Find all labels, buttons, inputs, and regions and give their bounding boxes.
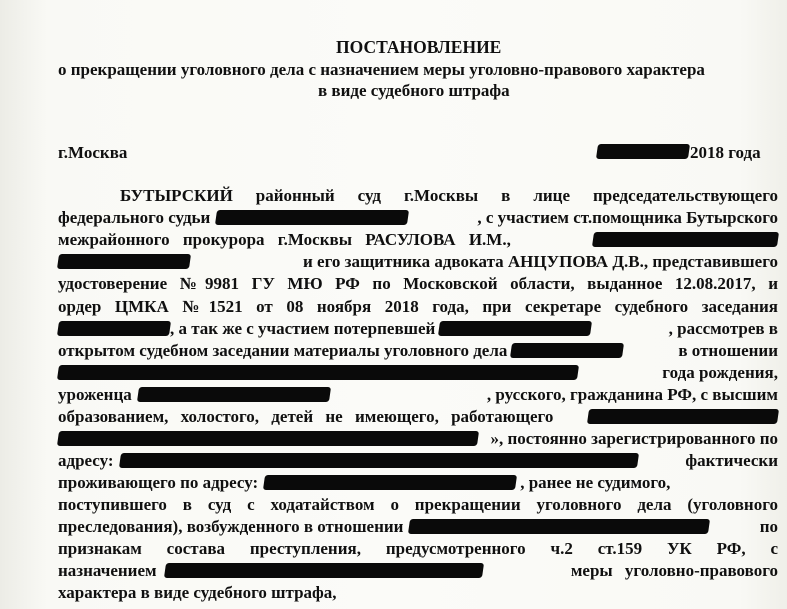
redaction-birthplace (137, 387, 331, 402)
body-text: и его защитника адвоката АНЦУПОВА Д.В., представившего (302, 252, 778, 271)
document-title: ПОСТАНОВЛЕНИЕ (336, 37, 502, 57)
body-text: назначением (58, 561, 157, 580)
redaction-employer (587, 409, 779, 424)
body-text: года рождения, (662, 363, 778, 382)
redaction-employer-continued (57, 431, 479, 446)
body-text: адресу: (58, 451, 114, 470)
body-line-3 (58, 231, 778, 248)
body-line-18 (58, 562, 778, 579)
body-line-1: БУТЫРСКИЙ районный суд г.Москвы в лице председательствующего (120, 186, 778, 205)
body-text: межрайонного прокурора г.Москвы РАСУЛОВА И.М., (58, 230, 511, 249)
body-text: , с участием ст.помощника Бутырского (477, 208, 778, 227)
body-text: открытом судебном заседании материалы уголовного дела (58, 341, 508, 360)
body-line-13 (58, 452, 778, 469)
redaction-residence-address (263, 475, 517, 490)
body-text: уроженца (58, 385, 132, 404)
redaction-defendant-name-2 (408, 519, 710, 534)
body-text: образованием, холостого, детей не имеющего, работающего (58, 407, 554, 426)
body-text: », постоянно зарегистрированного по (490, 429, 778, 448)
body-line-9 (58, 364, 778, 381)
redaction-registration-address (119, 453, 639, 468)
body-text: по (759, 517, 778, 536)
redaction-victim-name (438, 321, 592, 336)
body-text: проживающего по адресу: (58, 473, 259, 492)
document-subtitle-line-2: в виде судебного штрафа (318, 81, 510, 100)
redaction-defendant-name (592, 232, 779, 247)
body-line-5: удостоверение №9981 ГУ МЮ РФ по Московской области, выданное 12.08.2017, и (58, 274, 778, 293)
body-line-11 (58, 408, 778, 425)
redaction-defendant-full-name-dob (57, 365, 579, 380)
body-line-2 (58, 209, 778, 226)
body-text: , русского, гражданина РФ, с высшим (486, 385, 778, 404)
redaction-case-number (510, 343, 624, 358)
body-line-19: характера в виде судебного штрафа, (58, 583, 337, 602)
redaction-defendant-patronymic (57, 254, 191, 269)
body-text: , ранее не судимого, (520, 473, 671, 492)
body-line-10 (58, 386, 778, 403)
redaction-secretary-name (57, 321, 171, 336)
body-line-6: ордер ЦМКА №1521 от 08 ноября 2018 года, при секретаре судебного заседания (58, 297, 778, 316)
body-text: , а так же с участием потерпевшей (170, 319, 436, 338)
redaction-date (596, 144, 690, 159)
body-text: фактически (685, 451, 778, 470)
body-line-8 (58, 342, 778, 359)
date-label: 2018 года (690, 143, 761, 162)
body-text: преследования), возбужденного в отношении (58, 517, 404, 536)
body-text: , рассмотрев в (668, 319, 778, 338)
body-line-16 (58, 518, 778, 535)
redaction-judge-name (215, 210, 409, 225)
body-text: меры уголовно-правового (570, 561, 778, 580)
body-line-12 (58, 430, 778, 447)
document-subtitle-line-1: о прекращении уголовного дела с назначением меры уголовно-правового характера (58, 60, 705, 79)
body-text: федерального судьи (58, 208, 211, 227)
body-line-7 (58, 320, 778, 337)
body-line-17: признакам состава преступления, предусмотренного ч.2 ст.159 УК РФ, с (58, 539, 778, 558)
body-line-14 (58, 474, 778, 491)
city-label: г.Москва (58, 143, 128, 162)
body-text: в отношении (678, 341, 778, 360)
redaction-defendant-name-3 (164, 563, 484, 578)
body-line-4 (58, 253, 778, 270)
body-line-15: поступившего в суд с ходатайством о прекращении уголовного дела (уголовного (58, 495, 778, 514)
